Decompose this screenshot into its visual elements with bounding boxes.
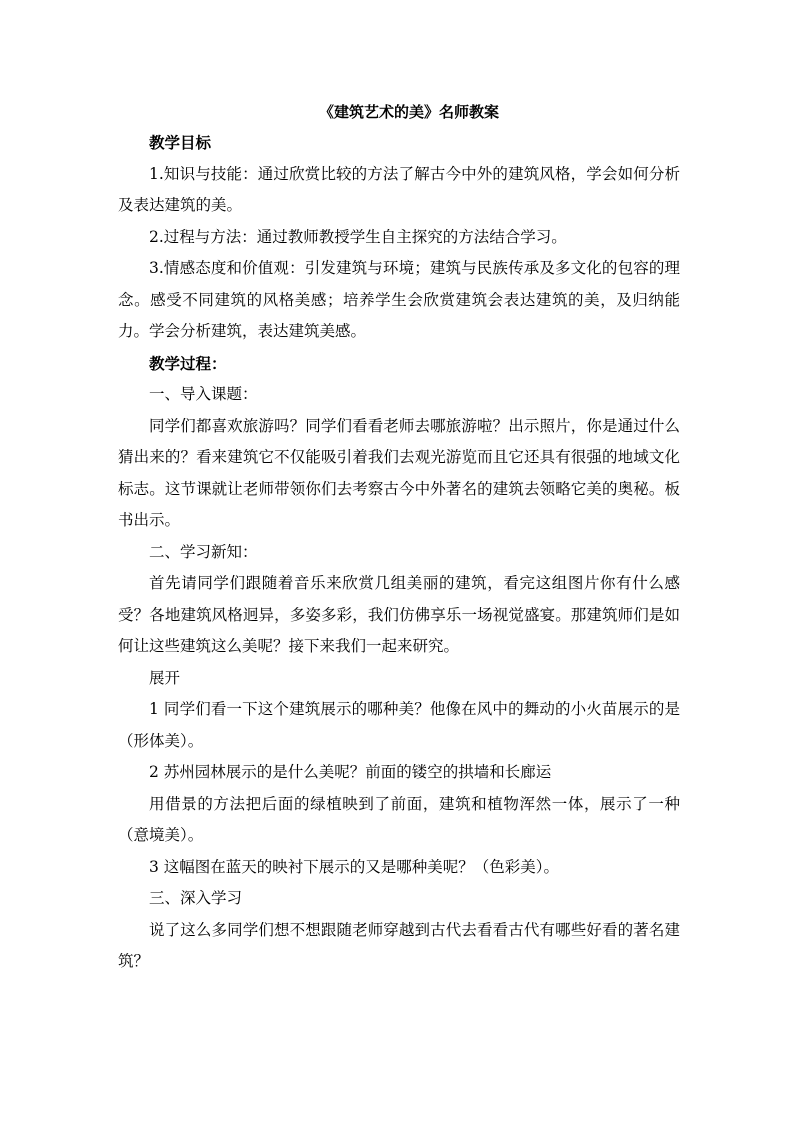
document-title: 《建筑艺术的美》名师教案 xyxy=(318,103,499,121)
section-heading-teaching-goals: 教学目标 xyxy=(149,133,212,152)
paragraph-deep-learning: 说了这么多同学们想不想跟随老师穿越到古代去看看古代有哪些好看的著名建筑？ xyxy=(118,920,680,970)
paragraph-item-2-continued: 用借景的方法把后面的绿植映到了前面，建筑和植物浑然一体，展示了一种（意境美）。 xyxy=(118,794,680,844)
subheading-introduction: 一、导入课题： xyxy=(149,385,258,403)
paragraph-knowledge-skills: 1.知识与技能：通过欣赏比较的方法了解古今中外的建筑风格，学会如何分析及表达建筑的美。 xyxy=(118,164,680,214)
subheading-new-knowledge: 二、学习新知： xyxy=(149,542,258,561)
subheading-deep-learning: 三、深入学习 xyxy=(149,889,243,907)
paragraph-attitude-values: 3.情感态度和价值观：引发建筑与环境；建筑与民族传承及多文化的包容的理念。感受不同建筑的风格美感；培养学生会欣赏建筑会表达建筑的美，及归纳能力。学会分析建筑，表达建筑美感。 xyxy=(118,259,680,340)
section-heading-teaching-process: 教学过程： xyxy=(149,353,227,373)
paragraph-introduction: 同学们都喜欢旅游吗？同学们看看老师去哪旅游啦？出示照片，你是通过什么猜出来的？看来建筑它不仅能吸引着我们去观光游览而且它还具有很强的地域文化标志。这节课就让老师带领你们去考察古今中外著名的建筑去领略它美的奥秘。板书出示。 xyxy=(118,416,680,529)
document-page xyxy=(118,97,680,978)
paragraph-item-1: 1 同学们看一下这个建筑展示的哪种美？他像在风中的舞动的小火苗展示的是（形体美）。 xyxy=(118,700,680,750)
paragraph-item-3: 3 这幅图在蓝天的映衬下展示的又是哪种美呢？（色彩美）。 xyxy=(149,857,560,876)
subheading-expand: 展开 xyxy=(149,668,181,687)
paragraph-item-2: 2 苏州园林展示的是什么美呢？前面的镂空的拱墙和长廊运 xyxy=(149,763,552,781)
paragraph-new-knowledge: 首先请同学们跟随着音乐来欣赏几组美丽的建筑，看完这组图片你有什么感受？各地建筑风格迥异，多姿多彩，我们仿佛享乐一场视觉盛宴。那建筑师们是如何让这些建筑这么美呢？接下来我们一起来研究。 xyxy=(118,574,680,655)
paragraph-process-method: 2.过程与方法：通过教师教授学生自主探究的方法结合学习。 xyxy=(149,227,567,246)
